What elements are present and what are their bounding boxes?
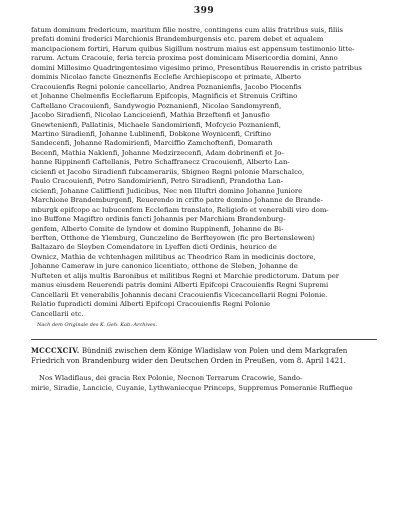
page-number: 399 bbox=[193, 6, 215, 16]
source-note: Nach dem Originale des K. Geh. Kab.-Archives. bbox=[37, 322, 158, 329]
section-heading bbox=[31, 346, 377, 366]
section-divider bbox=[31, 339, 377, 340]
section-heading-text: Bündniß zwischen dem Könige Wladislaw von Polen und dem Markgrafen Friedrich von Brandenburg wider den Deutschen Orden in Preußen, vom 8. April 1421. bbox=[31, 346, 348, 366]
section-number: MCCCXCIV. bbox=[31, 346, 80, 356]
section-body-text: Nos Wladiflaus, dei gracia Rex Polonie, Necnon Terrarum Cracowie, Sando- mirie, Siradie, Lancicie, Cuyanie, Lythwaniecque Princeps, Suppremus Pomeranie Ruffieque bbox=[31, 374, 353, 392]
document-body-text: fatum dominum fredericum, maritum filie nostre, contingens cum aliis fratribus suis, filiis prefati domini frederici Marchionis Brandemburgensis etc. parem debet et aqualem mancipacionem fortiri, Harum quibus Sigillum nostrum maius est appensum testimonio litte- rarum. Actum Cracouie, feria tercia proxima post dominicam Misericordia domini, Anno domini Millesimo Quadringentesimo vigesimo primo, Presentibus Reuerendis in cristo patribus dominis Nicolao fancte Gneznenfis Ecclefie Archiepiscopo et primate, Alberto Cracouienfis Regni polonie cancellario, Andrea Poznanienfis, Jacobo Plocenfis et Johanne Chelmenfis Ecclefiarum Epifcopis, Magnificis et Strenuis Criftino Caftellano Cracouienfi, Sandywogio Poznanienfi, Nicolao Sandomyrenfi, Jacobo Siradienfi, Nicolao Lanciceienfi, Mathia Brzeftenfi et Janusfio Gnewtenienfi, Pallatinis, Michaele Sandomirienfi, Mofcycio Poznanienfi, Martino Siradienfi, Johanne Lublinenfi, Dobkone Woynicenfi, Criftino Sandecenfi, Johanne Radomirienfi, Marciffio Zamchoftenfi, Domarath Becenfi, Mathia Naklenfi, Johanne Medzirzecenfi, Adam dobrinenfi et Jo- hanne Rippinenfi Caftellanis, Petro Schaffranecz Cracouienfi, Alberto Lan- cicienfi et Jacobo Siradienfi fubcamerariis, Sbigneo Regni polonie Marschalco, Paulo Cracouienfi, Petro Sandomirienfi, Petro Siradienfi, Prandotha Lan- cicienfi, Johanne Califfienfi Judicibus, Nec non Illuftri domino Johanne Juniore Marchione Brandemburgenfi, Reuerendo in crifto patre domino Johanne de Brande- mburgk epifcopo ac lubucenfem Ecclefiam translato, Religiofo et venerabili viro dom- ino Buffone Magiftro ordinis fancti Johannis per Marchiam Brandenburg- genfem, Alberto Comite de lyndow et domino Ruppinenfi, Johanne de Bi- berften, Otthone de Ylemburg, Gunczelino de Berfteyowen (fic pro Bertenslewen) Baltazaro de Sleyben Comendatore in Lyeffen dicti Ordinis, heurico de Ownicz, Mathia de vchtenhagen militibus ac Theodrico Ram in medicinis doctore, Johanne Cameraw in jure canonico licentiato, otthone de Sleben, Johanne de Nufteten et alijs multis Baronibus et militibus Regni et Marchie predictorum. Datum per manus eiusdem Reuerendi patris domini Alberti Epifcopi Cracouienfis Regni Supremi Cancellarii Et venerabilis Johannis decani Cracouienfis Vicecancellarii Regni Polonie. Relatio fupradicti domini Alberti Epifcopi Cracouienfis Regni Polonie Cancellarii etc. bbox=[31, 26, 362, 318]
